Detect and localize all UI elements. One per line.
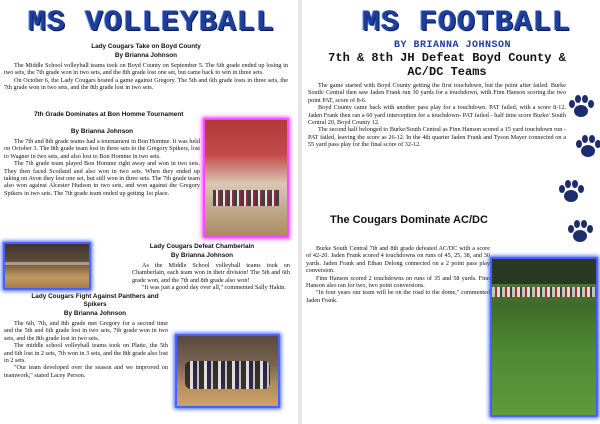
paragraph: Burke South Central 7th and 8th grade defeated AC/DC with a score of 42-20. Jaden Frank scored 4 touchdowns on runs of 45, 25, 38, and 30 yards. Jaden Frank and Ethan Delong connected on a 2 point pass play conversion. [306,245,490,275]
paw-print-icon [567,220,593,244]
paragraph: "It was just a good day over all," commented Sally Hakin. [142,284,286,292]
paragraph: The game started with Boyd County getting the first touchdown, but the point after failed. Burke South/ Central then saw Jaden Frank run 30 yards for a touchdown, with Finn Hanson scoring the two point PAT, score of 8-6. [308,82,566,104]
paw-print-icon [575,135,600,159]
article-body [132,262,290,292]
football-game-photo [492,259,596,415]
football-headline: 7th & 8th JH Defeat Boyd County & AC/DC Teams [328,51,566,79]
football-masthead: MS FOOTBALL [362,6,572,40]
football-page [302,0,600,424]
paragraph: The second half belonged to Burke/South Central as Finn Hanson scored a 15 yard touchdown run - PAT failed, leaving the score as 26-12. In the 4th quarter Jaden Frank and Tyson Mayer connected on a 55 yard pass play for the final score of 32-12. [308,126,566,149]
article-body [4,138,200,197]
article-body [306,245,490,304]
article-byline: By Brianna Johnson [114,52,178,59]
paragraph: The Middle School volleyball teams took on Boyd County on September 5. The 6th grade ended up losing in two sets, the 7th grade won in two sets, and the 8th grade lost one set, but came back to win in three sets. [4,62,288,77]
paragraph: "Our team developed over the season and we improved on teamwork," stated Lacey Person. [4,364,168,379]
paragraph: "In four years our team will be on the road to the dome," commented Jaden Frank. [306,289,490,304]
article-body [4,320,168,379]
paragraph: The 7th grade team played Bon Homme right away and won in two sets. They then faced Scotland and also won in two sets. When they ended up taking on Avon they lost one set, but still won in three sets. The 7th grade team also won against Alcester Hudson in two sets, and won against the Gregory Spikers in two sets. The 7th grade team ended up getting 1st place. [4,160,200,197]
volleyball-game-photo [205,120,287,236]
article-title: The Cougars Dominate AC/DC [330,214,488,226]
article-byline: By Brianna Johnson [63,310,127,317]
article-body [4,62,288,92]
article-title: 7th Grade Dominates at Bon Homme Tournament [34,111,184,118]
paw-print-icon [568,95,594,119]
article-body [308,82,566,149]
paragraph: On October 6, the Lady Cougars hosted a game against Gregory. The 5th and 6th grade losts in three sets, the 7th grade won in two sets, and the 8th grade lost in two sets. [4,76,288,92]
paragraph: Finn Hanson scored 2 touchdowns on runs of 35 and 58 yards. Finn Hanson also ran for two, two point conversions. [306,274,490,290]
paragraph: Boyd County came back with another pass play for a touchdown. PAT failed, with a score 8-12. Jaden Frank then ran a 60 yard interception for a touchdown- PAT failed - half time score Burke/ South Central 20, Boyd County 12. [308,104,566,127]
volleyball-team-photo [177,336,278,406]
article-title: Lady Cougars Take on Boyd County [91,43,201,50]
paragraph: The 6th, 7th, and 8th grade met Gregory for a second time and the 5th and 6th grade lost in two sets, 7th grade won in two sets, and the 8th grade lost in two sets. [4,320,168,342]
volleyball-court-photo [5,244,89,288]
volleyball-page [0,0,298,424]
article-byline: By Brianna Johnson [170,252,234,259]
article-title: Lady Cougars Defeat Chamberlain [149,243,255,250]
paragraph: As the Middle School volleyball teams took on Chamberlain, each team won in their division! The 5th and 6th grade won, and the 7th and 8th grade also won! [132,262,290,284]
article-title: Lady Cougars Fight Against Panthers and Spikers [31,293,159,308]
paragraph: The 7th and 8th grade teams had a tournament in Bon Homme. It was held on October 3. The 8th grade team lost in three sets to the Gregory Spikers, lost to Wagner in two sets, and also lost to Bon Homme in two sets. [4,138,200,160]
article-byline: By Brianna Johnson [70,128,134,135]
paw-print-icon [558,180,584,204]
paragraph: The middle school volleyball teams took on Platte, the 5th and 6th lost in 2 sets, 7th won in 3 sets, and the 8th grade also lost in 2 sets. [4,342,168,365]
volleyball-masthead: MS VOLLEYBALL [28,6,276,40]
football-byline: BY BRIANNA JOHNSON [394,40,512,51]
